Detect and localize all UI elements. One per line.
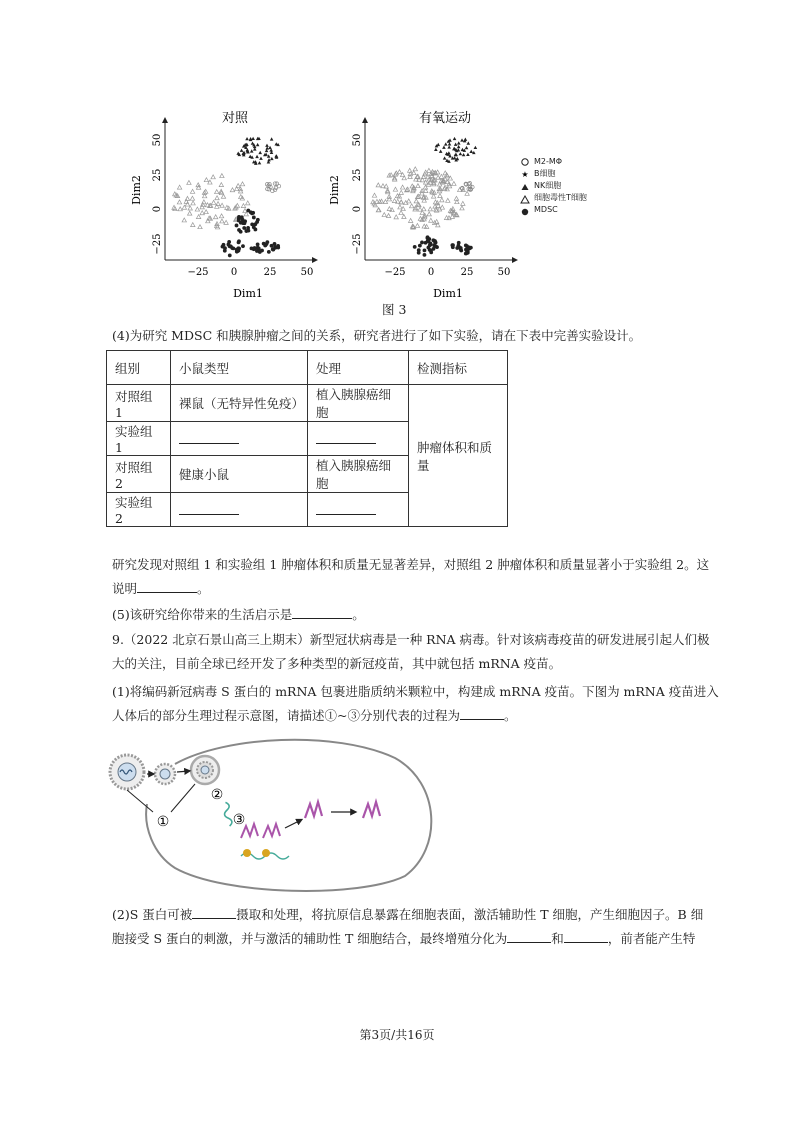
s-protein: [305, 802, 322, 818]
scatter-point: [190, 189, 194, 193]
scatter-point: [258, 151, 262, 154]
scatter-point: [459, 152, 463, 155]
scatter-point: [429, 242, 433, 246]
scatter-point: [270, 137, 274, 140]
scatter-point: [256, 242, 260, 246]
scatter-point: [467, 141, 471, 144]
scatter-point: [224, 220, 228, 224]
scatter-point: [382, 213, 386, 217]
scatter-point: [429, 218, 433, 222]
sub-line: [112, 704, 719, 728]
legend-item: B细胞: [534, 169, 556, 178]
scatter-point: [204, 178, 208, 182]
scatter-point: [227, 240, 231, 244]
scatter-point: [220, 203, 224, 207]
scatter-point: [442, 146, 446, 149]
scatter-point: [446, 198, 450, 202]
x-tick: 0: [230, 267, 238, 278]
scatter-point: [408, 168, 412, 172]
scatter-point: [434, 148, 438, 151]
scatter-point: [399, 211, 403, 215]
table-cell: [171, 422, 308, 456]
scatter-point: [435, 245, 439, 249]
scatter-point: [417, 251, 421, 255]
table-header: 处理: [308, 351, 409, 385]
scatter-point: [235, 224, 239, 228]
scatter-point: [236, 249, 240, 253]
text: 。: [352, 607, 365, 622]
scatter-point: [276, 244, 280, 248]
right-panel-title: 有氧运动: [418, 111, 472, 126]
q9-sub2: [112, 903, 703, 951]
scatter-point: [428, 207, 432, 211]
answer-blank[interactable]: [292, 606, 352, 620]
scatter-point: [187, 211, 191, 215]
scatter-point: [440, 198, 444, 202]
scatter-point: [220, 174, 224, 178]
scatter-point: [394, 215, 398, 219]
y-tick: 0: [352, 205, 363, 213]
scatter-point: [453, 137, 457, 140]
scatter-point: [438, 194, 442, 198]
scatter-point: [414, 199, 418, 203]
scatter-point: [434, 241, 438, 245]
table-cell: [308, 493, 409, 527]
process-label-2: ②: [210, 787, 224, 803]
scatter-point: [215, 204, 219, 208]
scatter-point: [221, 245, 225, 249]
scatter-point: [264, 243, 268, 247]
q4-finding: [112, 553, 709, 601]
table-cell: 对照组 2: [107, 456, 171, 493]
scatter-point: [219, 183, 223, 187]
scatter-point: [260, 249, 264, 253]
open-triangle-icon: [521, 196, 529, 203]
x-tick: −25: [384, 267, 406, 278]
process-label-3: ③: [232, 812, 246, 828]
table-cell: 实验组 2: [107, 493, 171, 527]
scatter-point: [399, 190, 403, 194]
right-x-label: Dim1: [433, 287, 463, 300]
y-tick: 50: [152, 133, 163, 147]
scatter-point: [397, 170, 401, 174]
text: 和: [551, 930, 564, 946]
scatter-point: [469, 246, 473, 250]
legend-item: MDSC: [534, 205, 558, 214]
scatter-point: [469, 150, 473, 153]
scatter-point: [185, 202, 189, 206]
x-tick: 25: [460, 267, 474, 278]
text: (2)S 蛋白可被: [112, 907, 193, 922]
scatter-point: [460, 206, 464, 210]
y-tick: 25: [352, 168, 363, 182]
right-y-label: Dim2: [328, 175, 341, 205]
scatter-point: [268, 146, 272, 149]
scatter-point: [215, 190, 219, 194]
scatter-point: [252, 216, 256, 220]
scatter-point: [237, 215, 241, 219]
answer-blank[interactable]: [564, 929, 608, 943]
scatter-point: [250, 149, 254, 152]
text: 摄取和处理，将抗原信息暴露在细胞表面，激活辅助性 T 细胞，产生细胞因子。B 细: [236, 907, 704, 922]
open-circle-icon: [522, 159, 528, 165]
scatter-point: [216, 202, 220, 206]
table-cell: 植入胰腺癌细胞: [308, 385, 409, 422]
scatter-point: [213, 215, 217, 219]
scatter-point: [439, 150, 443, 153]
scatter-point: [393, 172, 397, 176]
table-cell: 健康小鼠: [171, 456, 308, 493]
scatter-point: [250, 211, 254, 215]
legend-symbols: [521, 159, 529, 215]
x-tick: 50: [300, 267, 314, 278]
y-tick: 50: [352, 133, 363, 147]
scatter-point: [413, 245, 417, 249]
scatter-point: [235, 187, 239, 191]
scatter-point: [204, 210, 208, 214]
scatter-point: [191, 223, 195, 227]
scatter-point: [423, 248, 427, 252]
sub-line: [112, 927, 703, 951]
scatter-point: [372, 193, 376, 197]
scatter-point: [407, 199, 411, 203]
scatter-point: [196, 215, 200, 219]
scatter-point: [408, 218, 412, 222]
y-tick: 0: [152, 205, 163, 213]
scatter-point: [420, 241, 424, 245]
scatter-point: [200, 205, 204, 209]
scatter-point: [228, 254, 232, 258]
scatter-point: [386, 214, 390, 218]
q9-stem: [112, 628, 710, 676]
scatter-point: [454, 196, 458, 200]
filled-triangle-icon: [522, 184, 529, 190]
filled-circle-icon: [522, 209, 528, 215]
scatter-point: [456, 244, 460, 248]
legend: [534, 156, 587, 216]
scatter-point: [466, 153, 470, 156]
stem-line: 大的关注，目前全球已经开发了多种类型的新冠疫苗，其中就包括 mRNA 疫苗。: [112, 655, 562, 671]
finding-line: [112, 577, 709, 601]
scatter-point: [198, 225, 202, 229]
scatter-point: [211, 175, 215, 179]
legend-item: 细胞毒性T细胞: [534, 193, 587, 202]
scatter-point: [447, 145, 451, 148]
scatter-point: [257, 247, 261, 251]
scatter-point: [190, 196, 194, 200]
scatter-point: [182, 218, 186, 222]
scatter-point: [277, 184, 281, 188]
scatter-point: [200, 211, 204, 215]
scatter-point: [251, 137, 255, 140]
sub-line: [112, 903, 703, 927]
scatter-point: [255, 155, 259, 158]
scatter-point: [461, 148, 465, 151]
scatter-point: [215, 196, 219, 200]
scatter-point: [195, 207, 199, 211]
scatter-point: [246, 209, 250, 213]
scatter-point: [413, 167, 417, 171]
scatter-point: [468, 182, 472, 186]
mrna-strand: [223, 802, 233, 827]
scatter-point: [242, 226, 246, 230]
scatter-point: [242, 220, 246, 224]
legend-item: NK细胞: [534, 181, 562, 190]
scatter-point: [412, 171, 416, 175]
answer-blank[interactable]: [179, 430, 239, 444]
text: 。: [503, 707, 517, 723]
lipid-nanoparticle: [110, 755, 144, 789]
sub-line: (1)将编码新冠病毒 S 蛋白的 mRNA 包裹进脂质纳米颗粒中，构建成 mRNA 疫苗。下图为 mRNA 疫苗进入: [112, 684, 719, 699]
left-y-label: Dim2: [130, 175, 143, 205]
finding-line: 研究发现对照组 1 和实验组 1 肿瘤体积和质量无显著差异，对照组 2 肿瘤体积和质量显著小于实验组 2。这: [112, 557, 710, 572]
scatter-point: [416, 184, 420, 188]
mrna-vaccine-diagram: [105, 728, 445, 898]
x-tick: 25: [263, 267, 277, 278]
scatter-point: [177, 200, 181, 204]
scatter-point: [398, 205, 402, 209]
answer-blank[interactable]: [137, 579, 197, 593]
y-tick: −25: [352, 233, 363, 255]
scatter-point: [393, 187, 397, 191]
scatter-point: [418, 244, 422, 248]
scatter-point: [400, 185, 404, 189]
scatter-point: [270, 244, 274, 248]
scatter-point: [459, 247, 463, 251]
scatter-point: [402, 215, 406, 219]
scatter-point: [247, 229, 251, 233]
scatter-point: [245, 137, 249, 140]
scatter-point: [239, 230, 243, 234]
experiment-table: [106, 350, 508, 527]
scatter-point: [228, 244, 232, 248]
scatter-point: [427, 212, 431, 216]
indicator-cell: 肿瘤体积和质量: [409, 385, 508, 527]
left-x-label: Dim1: [233, 287, 263, 300]
scatter-point: [251, 141, 255, 144]
figure-caption: 图 3: [382, 302, 407, 317]
scatter-point: [457, 145, 461, 148]
table-cell: 植入胰腺癌细胞: [308, 456, 409, 493]
process-label-1: ①: [156, 814, 170, 830]
scatter-point: [462, 153, 466, 156]
scatter-point: [211, 200, 215, 204]
scatter-point: [464, 252, 468, 256]
ribosome-translation: [241, 824, 289, 859]
text: 。: [197, 580, 210, 596]
table-cell: 裸鼠（无特异性免疫）: [171, 385, 308, 422]
answer-blank[interactable]: [316, 501, 376, 515]
endocytic-vesicle: [155, 764, 175, 784]
scatter-point: [265, 240, 269, 244]
table-header: 小鼠类型: [171, 351, 308, 385]
page-footer: 第3页/共16页: [359, 1028, 435, 1042]
scatter-point: [427, 168, 431, 172]
scatter-point: [258, 161, 262, 164]
scatter-point: [457, 141, 461, 144]
y-tick: 25: [152, 168, 163, 182]
answer-blank[interactable]: [507, 929, 551, 943]
x-tick: 0: [427, 267, 435, 278]
star-icon: ★: [521, 170, 529, 179]
scatter-point: [177, 185, 181, 189]
scatter-point: [461, 201, 465, 205]
q5: [112, 603, 365, 627]
scatter-point: [241, 244, 245, 248]
scatter-point: [415, 223, 419, 227]
q4-intro: (4)为研究 MDSC 和胰腺肿瘤之间的关系，研究者进行了如下实验，请在下表中完善实验设计。: [112, 328, 642, 343]
text: ，前者能产生特: [607, 930, 696, 946]
scatter-point: [474, 146, 478, 149]
text: 说明: [112, 580, 138, 596]
s-protein-secreted: [363, 802, 380, 818]
scatter-point: [240, 149, 244, 152]
table-header: 检测指标: [409, 351, 508, 385]
scatter-point: [230, 188, 234, 192]
scatter-point: [426, 235, 430, 239]
text: 胞接受 S 蛋白的刺激，并与激活的辅助性 T 细胞结合，最终增殖分化为: [112, 930, 508, 946]
endosome: [191, 756, 219, 784]
answer-blank[interactable]: [460, 706, 504, 720]
scatter-point: [187, 180, 191, 184]
left-panel: [130, 110, 315, 300]
legend-item: M2-MΦ: [534, 157, 563, 166]
right-panel: [328, 110, 515, 300]
scatter-point: [465, 146, 469, 149]
scatter-point: [421, 175, 425, 179]
table-header-row: [107, 351, 508, 385]
cell-membrane: [146, 740, 431, 891]
q9-sub1: [112, 680, 719, 728]
stem-line: 9.（2022 北京石景山高三上期末）新型冠状病毒是一种 RNA 病毒。针对该病毒疫苗的研发进展引起人们极: [112, 632, 710, 647]
table-cell: [308, 422, 409, 456]
scatter-point: [450, 243, 454, 247]
scatter-point: [255, 220, 259, 224]
scatter-point: [246, 201, 250, 205]
table-cell: 实验组 1: [107, 422, 171, 456]
answer-blank[interactable]: [179, 501, 239, 515]
answer-blank[interactable]: [316, 430, 376, 444]
table-cell: [171, 493, 308, 527]
scatter-point: [188, 206, 192, 210]
table-header: 组别: [107, 351, 171, 385]
scatter-point: [376, 183, 380, 187]
scatter-point: [443, 156, 447, 159]
text: 人体后的部分生理过程示意图，请描述①~③分别代表的过程为: [112, 707, 460, 723]
scatter-point: [259, 157, 263, 160]
scatter-point: [423, 253, 427, 257]
scatter-point: [409, 204, 413, 208]
scatter-point: [241, 204, 245, 208]
y-tick: −25: [152, 233, 163, 255]
scatter-point: [452, 181, 456, 185]
scatter-point: [206, 219, 210, 223]
scatter-point: [429, 249, 433, 253]
scatter-point: [444, 142, 448, 145]
scatter-point: [237, 240, 241, 244]
scatter-point: [240, 182, 244, 186]
scatter-point: [387, 207, 391, 211]
scatter-point: [219, 214, 223, 218]
scatter-point: [265, 144, 269, 147]
scatter-point: [418, 207, 422, 211]
answer-blank[interactable]: [192, 906, 236, 920]
scatter-point: [267, 250, 271, 254]
scatter-point: [270, 157, 274, 160]
scatter-point: [460, 138, 464, 141]
text: (5)该研究给你带来的生活启示是: [112, 607, 293, 622]
table-cell: 对照组 1: [107, 385, 171, 422]
x-tick: 50: [497, 267, 511, 278]
table-row: [107, 385, 508, 422]
x-tick: −25: [187, 267, 209, 278]
scatter-point: [252, 247, 256, 251]
scatter-point: [220, 219, 224, 223]
scatter-point: [256, 143, 260, 146]
scatter-point: [454, 143, 458, 146]
scatter-point: [178, 207, 182, 211]
left-panel-title: 对照: [221, 111, 249, 126]
scatter-point: [440, 205, 444, 209]
scatter-point: [191, 201, 195, 205]
scatter-point: [184, 199, 188, 203]
